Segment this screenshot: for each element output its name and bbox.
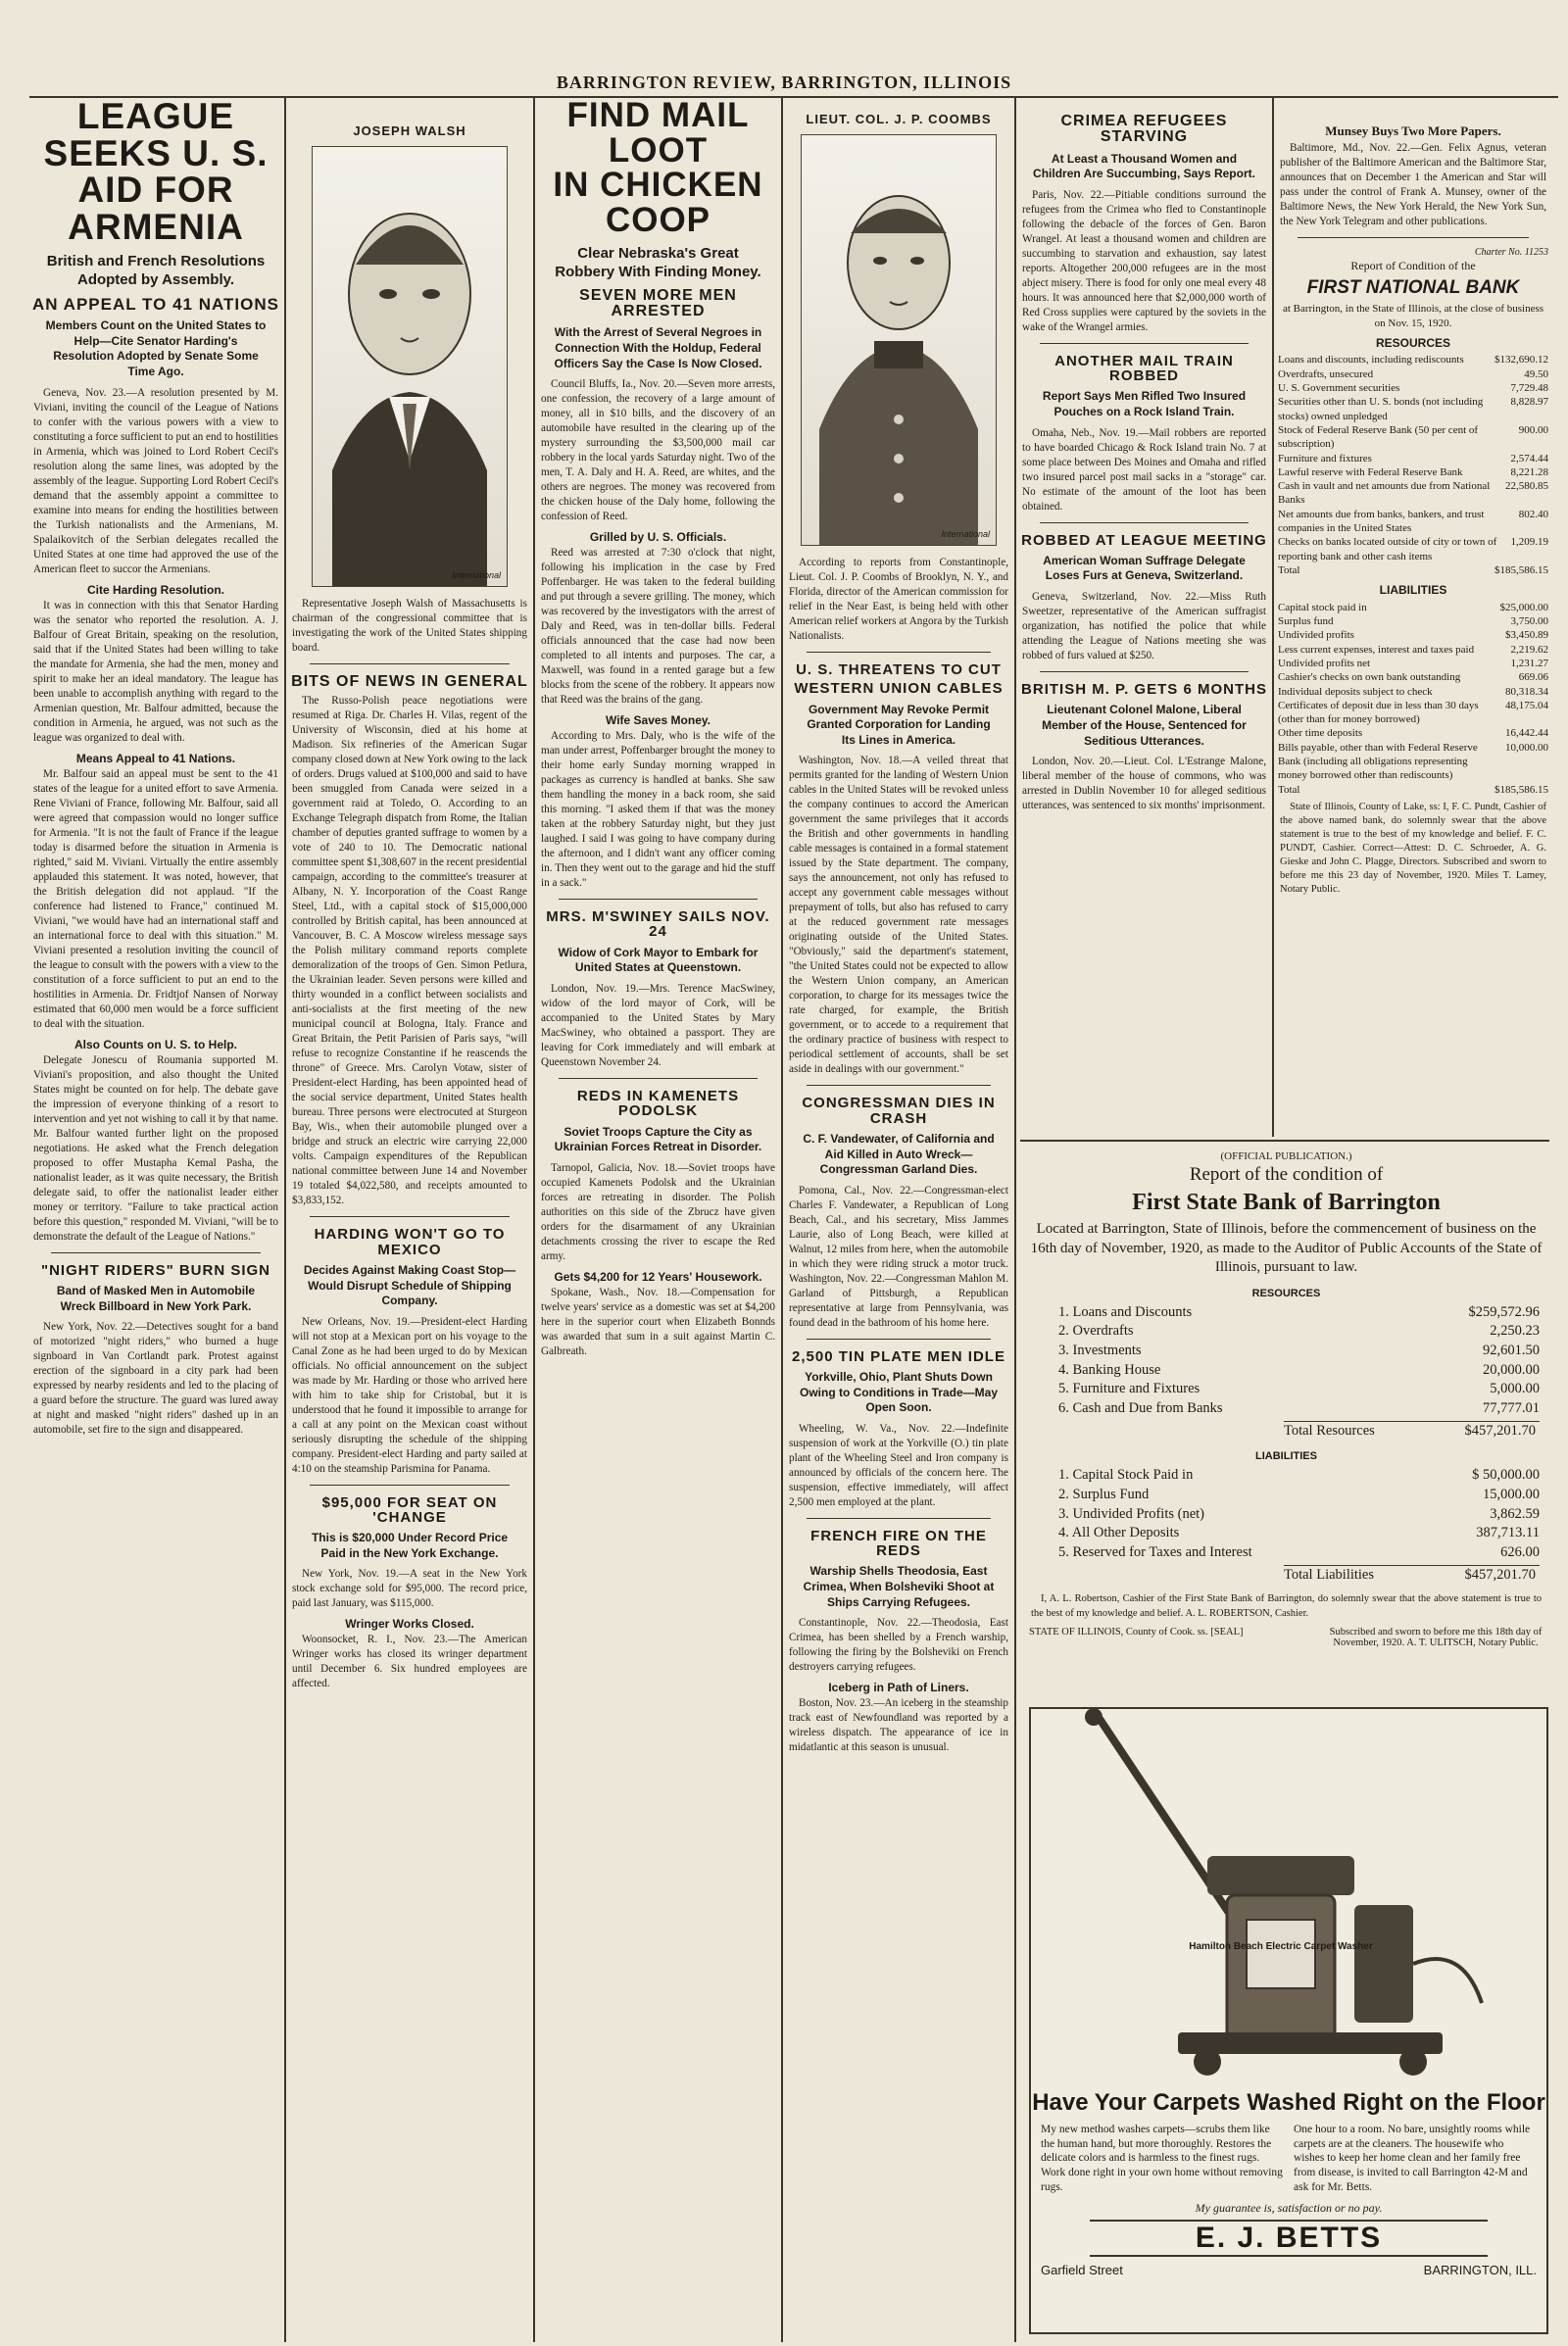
row-label: Certificates of deposit due in less than 30 days (other than for money borrowed) [1278, 699, 1479, 726]
row-value: 8,221.28 [1510, 465, 1548, 478]
row-label: Surplus fund [1278, 615, 1334, 628]
statement-row [1029, 1466, 1544, 1486]
statement-row [1029, 1303, 1544, 1323]
statement-row [1029, 1380, 1544, 1399]
report-of-condition: Report of Condition of the [1350, 259, 1476, 272]
row-value: 1,209.19 [1510, 536, 1548, 549]
row-label: Capital stock paid in [1278, 601, 1367, 613]
charter-number: Charter No. 11253 [1474, 247, 1548, 258]
deck-mcswiney: Widow of Cork Mayor to Embark for United States at Queenstown. [558, 945, 759, 975]
row-label: Individual deposits subject to check [1278, 685, 1433, 698]
row-value: 3,862.59 [1490, 1505, 1540, 1522]
headline-kamenets: REDS IN KAMENETS PODOLSK [576, 1087, 740, 1120]
headline-appeal: AN APPEAL TO 41 NATIONS [32, 294, 279, 314]
resources-heading: RESOURCES [1251, 1287, 1321, 1299]
headline-mail-train: ANOTHER MAIL TRAIN ROBBED [1054, 352, 1234, 385]
column-6 [1278, 98, 1548, 1137]
resources-list [1029, 1303, 1544, 1419]
statement-row [1029, 1543, 1544, 1563]
deck-league-meeting: American Woman Suffrage Delegate Loses Furs at Geneva, Switzerland. [1043, 553, 1246, 583]
first-state-bank-report [1029, 1147, 1544, 1695]
row-label: 2. Surplus Fund [1058, 1487, 1150, 1502]
headline-french-fire: FRENCH FIRE ON THE REDS [810, 1527, 987, 1560]
photo-credit: International [452, 570, 501, 580]
divider [1298, 237, 1529, 238]
article-text: Baltimore, Md., Nov. 22.—Gen. Felix Agnus, veteran publisher of the Baltimore American and the Baltimore Star, announces that on December 1 the American and Star will pass under the control of Frank A. Munsey, owner of the Baltimore News, the New York Herald, the New York Sun, the New York Telegram and other publications. [1280, 142, 1546, 227]
deck-league: British and French Resolutions Adopted by Assembly. [46, 252, 266, 289]
photo-text-walsh: Representative Joseph Walsh of Massachusetts is chairman of the congressional committee that is investigating the work of the United States shipping board. [292, 598, 527, 654]
official-publication: (OFFICIAL PUBLICATION.) [1220, 1150, 1352, 1162]
row-label: Other time deposits [1278, 727, 1363, 740]
state-bank-intro: Located at Barrington, State of Illinois, before the commencement of business on the 16th day of November, 1920, as made to the Auditor of Public Accounts of the State of Illinois, pursuant to law. [1030, 1221, 1543, 1275]
row-label: 2. Overdrafts [1058, 1323, 1134, 1340]
subhead: Iceberg in Path of Liners. [828, 1681, 969, 1695]
subhead: Means Appeal to 41 Nations. [75, 751, 236, 765]
divider [1040, 671, 1249, 672]
article-text: Council Bluffs, Ia., Nov. 20.—Seven more arrests, one confession, the recovery of a large amount of money, all in $10 bills, and the discovery of an automobile have resulted in the clearing up of the mystery surrounding the $3,500,000 mail car robbery in the local yards Saturday night. Two of the men, T. A. Daly and H. A. Reed, are whites, and the others are negroes. The money was recovered from the chicken house of the Daly home, following the confession of Reed. [541, 378, 775, 523]
subhead: Grilled by U. S. Officials. [589, 530, 727, 545]
deck-kamenets: Soviet Troops Capture the City as Ukrainian Forces Retreat in Disorder. [554, 1124, 762, 1154]
divider [807, 1339, 991, 1340]
article-text: Tarnopol, Galicia, Nov. 18.—Soviet troops have occupied Kamenets Podolsk and the Ukrainian forces are retreating in disorder. The Polish authorities on this side of the Zbrucz have given orders for the disarmament of any Ukrainian detachments crossing the river to escape the Red army. [541, 1161, 775, 1262]
statement-row [1278, 741, 1548, 783]
headline-western-union-line2: WESTERN UNION CABLES [794, 680, 1004, 698]
row-value: $185,586.15 [1494, 563, 1548, 576]
cashier-oath: I, A. L. Robertson, Cashier of the First State Bank of Barrington, do solemnly swear that the above statement is true to the best of my knowledge and belief. A. L. ROBERTSON, Cashier. [1031, 1593, 1542, 1619]
divider [559, 1078, 758, 1079]
deck-mail-train: Report Says Men Rifled Two Insured Pouches on a Rock Island Train. [1042, 389, 1247, 418]
row-value: 8,828.97 [1510, 396, 1548, 409]
statement-row [1278, 367, 1548, 381]
headline-bits-of-news: BITS OF NEWS IN GENERAL [291, 673, 528, 690]
row-label: Loans and discounts, including rediscounts [1278, 354, 1464, 367]
subhead: Also Counts on U. S. to Help. [74, 1037, 237, 1051]
row-value: $259,572.96 [1468, 1303, 1540, 1320]
statement-row [1029, 1361, 1544, 1381]
section-rule [1020, 1140, 1549, 1142]
row-value: 3,750.00 [1510, 615, 1548, 628]
total-liabilities-row [1284, 1565, 1540, 1586]
deck-congressman-crash: C. F. Vandewater, of California and Aid Killed in Auto Wreck—Congressman Garland Dies. [803, 1131, 995, 1177]
column-5 [1020, 98, 1268, 1137]
headline-crimea: CRIMEA REFUGEES STARVING [1060, 113, 1228, 146]
row-value: 387,713.11 [1476, 1525, 1540, 1541]
divider [1040, 522, 1249, 523]
row-value: $25,000.00 [1499, 601, 1548, 613]
article-text: New York, Nov. 22.—Detectives sought for a band of motorized "night riders," who burned a huge signboard in Van Cortlandt park. Protest against erection of the signboard in a city park had been expressed by nearby residents and led to the placing of a guard before the structure. The guard was lured away at night and masked "night riders" dashed up in an automobile, set fire to the sign and disappeared. [33, 1321, 278, 1437]
row-label: 1. Capital Stock Paid in [1058, 1467, 1194, 1484]
resources-list [1278, 353, 1548, 577]
statement-row [1278, 657, 1548, 670]
ad-town: BARRINGTON, ILL. [1423, 2263, 1537, 2278]
deck-tin-plate: Yorkville, Ohio, Plant Shuts Down Owing to Conditions in Trade—May Open Soon. [799, 1370, 998, 1415]
deck-crimea: At Least a Thousand Women and Children Are Succumbing, Says Report. [1033, 151, 1255, 181]
row-label: Total [1278, 563, 1300, 576]
statement-row [1278, 423, 1548, 452]
headline-mail-loot-line1: FIND MAIL LOOT [566, 98, 750, 170]
headline-league-line1: LEAGUE SEEKS U. S. [43, 98, 269, 173]
column-rule [533, 98, 535, 2342]
statement-row [1278, 479, 1548, 508]
column-1 [31, 98, 280, 2332]
statement-row [1029, 1524, 1544, 1543]
statement-row [1278, 783, 1548, 797]
article-text: Wheeling, W. Va., Nov. 22.—Indefinite suspension of work at the Yorkville (O.) tin plate plant of the Wheeling Steel and Iron company is announced by officials of the concern here. The suspension, effective immediately, will affect 2,500 men employed at the plant. [789, 1422, 1008, 1508]
subhead: Wringer Works Closed. [345, 1617, 474, 1632]
divider [807, 652, 991, 653]
statement-row [1278, 643, 1548, 657]
row-value: 16,442.44 [1505, 727, 1548, 740]
article-text: Constantinople, Nov. 22.—Theodosia, East Crimea, has been shelled by a French warship, following the firing by the Bolsheviki on French destroyers carrying refugees. [789, 1617, 1008, 1674]
divider [559, 899, 758, 900]
divider [51, 1252, 261, 1253]
row-label: Cashier's checks on own bank outstanding [1278, 671, 1461, 684]
column-2 [290, 98, 529, 2332]
row-label: 6. Cash and Due from Banks [1058, 1399, 1223, 1416]
row-value: 77,777.01 [1483, 1399, 1540, 1416]
ad-headline: Have Your Carpets Washed Right on the Floor [1032, 2089, 1545, 2116]
liabilities-heading: LIABILITIES [1255, 1450, 1317, 1463]
article-text: Omaha, Neb., Nov. 19.—Mail robbers are reported to have boarded Chicago & Rock Island train No. 7 at some place between Des Moines and Omaha and rifled two insured parcel post mail sacks in a "storage" car. No estimate of the amount of the loot has been obtained. [1022, 426, 1266, 513]
headline-munsey: Munsey Buys Two More Papers. [1325, 123, 1501, 138]
article-text: New Orleans, Nov. 19.—President-elect Harding will not stop at a Mexican port on his voyage to the Canal Zone as he had been urged to do by Mexican officials. No official announcement on the subject was made by Mr. Harding or those who arrived here with him to take ship for Cristobal, but it is understood that he found it impossible to arrange for a call at any point on the Mexican coast without seriously disrupting the schedule of the shipping company. President-elect Harding and party sailed at 4:10 on the steamship Parismina for Panama. [292, 1315, 527, 1475]
article-text: London, Nov. 19.—Mrs. Terence MacSwiney, widow of the lord mayor of Cork, will be accompanied to the United States by Mary MacSwiney, who obtained a passport. They are leaving for Cork immediately and will embark at Queenstown November 24. [541, 982, 775, 1068]
article-text: Pomona, Cal., Nov. 22.—Congressman-elect Charles F. Vandewater, a Republican of Long Beach, Cal., and his secretary, Miss Jammes Laurie, also of Long Beach, were killed at Walnut, 12 miles from here, when the automobile in which they were riding struck a motor truck. Washington, Nov. 22.—Congressman Mahlon M. Garland of Pittsburgh, a Republican representative at large from Pennsylvania, was found dead in the bathroom of his home here. [789, 1184, 1008, 1329]
total-resources-label: Total Resources [1284, 1422, 1375, 1439]
article-text: Delegate Jonescu of Roumania supported M. Viviani's proposition, and also thought the United States might be counted on for help. The debate gave the impression of everyone thinking of a resort to intervention and yet not wishing to call it by that name. Mr. Balfour wanted further light on the proposed negotiations. He asked what the French delegation proposed to offer Mustapha Kemal Pasha, the nationalist leader, as it was quite necessary, the British delegate said, to offer the nationalist leader either money or territory. "Failure to take practical action before this question," responded M. Viviani, "will be to demonstrate the default of the League of Nations." [33, 1053, 278, 1243]
first-national-bank-statement [1278, 246, 1548, 897]
row-value: 802.40 [1518, 508, 1548, 520]
bank-location: at Barrington, in the State of Illinois, at the close of business on Nov. 15, 1920. [1282, 303, 1544, 329]
headline-mail-loot-line2: IN CHICKEN COOP [553, 166, 763, 240]
row-label: 1. Loans and Discounts [1058, 1303, 1193, 1320]
row-value: 10,000.00 [1505, 741, 1548, 754]
row-label: Total [1278, 783, 1300, 796]
row-value: 92,601.50 [1483, 1342, 1540, 1358]
row-label: 3. Undivided Profits (net) [1058, 1505, 1205, 1522]
divider [1040, 343, 1249, 344]
row-value: $132,690.12 [1494, 354, 1548, 367]
divider [310, 663, 510, 664]
attestation: State of Illinois, County of Lake, ss: I, F. C. Pundt, Cashier of the above named bank, do solemnly swear that the above statement is true to the best of my knowledge and belief. F. C. PUNDT, Cashier. Correct—Attest: D. C. Schroeder, A. G. Gieske and John C. Plagge, Directors. Subscribed and sworn to before me this 23 day of November, 1920. Miles T. Lamey, Notary Public. [1280, 801, 1546, 896]
article-text: Boston, Nov. 23.—An iceberg in the steamship track east of Newfoundland was reported by a wireless dispatch. The appearance of ice in midatlantic at this season is unusual. [789, 1697, 1008, 1754]
article-text: Geneva, Nov. 23.—A resolution presented by M. Viviani, inviting the council of the League of Nations to confer with the various powers with a view to constituting a force sufficient to put an end to hostilities in Armenia, which was joined to Lord Robert Cecil's resolution along the same lines, was adopted by the assembly of the league. Supporting Lord Robert Cecil's demand that the assembly appoint a committee to examine into means for ending the hostilities between the Turkish nationalists and the Armenians, M. Spalaikovitch of the Serbian delegates recalled the United States at one time had approved the use of the American fleet to succor the Armenians. [33, 386, 278, 575]
row-value: 80,318.34 [1505, 685, 1548, 698]
deck-western-union: Government May Revoke Permit Granted Corporation for Landing Its Lines in America. [807, 702, 991, 747]
statement-row [1278, 508, 1548, 536]
headline-congressman-crash: CONGRESSMAN DIES IN CRASH [802, 1095, 996, 1127]
statement-row [1278, 628, 1548, 642]
row-label: Securities other than U. S. bonds (not including stocks) owned unpledged [1278, 396, 1484, 422]
deck-british-mp: Lieutenant Colonel Malone, Liberal Member of the House, Sentenced for Seditious Utterances. [1042, 703, 1247, 748]
total-liabilities-value: $457,201.70 [1464, 1566, 1536, 1583]
photo-caption-coombs: LIEUT. COL. J. P. COOMBS [806, 112, 992, 126]
statement-row [1029, 1486, 1544, 1505]
statement-row [1278, 452, 1548, 465]
headline-tin-plate: 2,500 TIN PLATE MEN IDLE [792, 1347, 1005, 1365]
deck-seven-arrested: With the Arrest of Several Negroes in Connection With the Holdup, Federal Officers Say the Case Is Now Closed. [554, 325, 762, 370]
article-text: Paris, Nov. 22.—Pitiable conditions surround the refugees from the Crimea who fled to Constantinople following the debacle of the forces of Gen. Baron Wrangel. At least a thousand women and children are succumbing to starvation and exhaustion, say latest reports. Altogether 200,000 refugees are in the most abject misery. There is food for only one meal every 48 hours. It was announced here that $2,000,000 worth of Red Cross supplies were captured by the soviets in the wake of the Wrangel armies. [1022, 188, 1266, 333]
state-bank-name: First State Bank of Barrington [1132, 1190, 1441, 1215]
row-value: 626.00 [1500, 1544, 1540, 1561]
row-label: Stock of Federal Reserve Bank (50 per cent of subscription) [1278, 423, 1479, 451]
column-rule [781, 98, 783, 2342]
row-value: 48,175.04 [1505, 699, 1548, 711]
row-label: Checks on banks located outside of city or town of reporting bank and other cash items [1278, 536, 1497, 562]
statement-row [1029, 1505, 1544, 1525]
deck-harding-mexico: Decides Against Making Coast Stop—Would Disrupt Schedule of Shipping Company. [303, 1262, 516, 1308]
statement-row [1278, 535, 1548, 563]
liabilities-list [1278, 601, 1548, 797]
row-label: Cash in vault and net amounts due from National Banks [1278, 480, 1491, 507]
liabilities-list [1029, 1466, 1544, 1562]
row-label: 5. Reserved for Taxes and Interest [1058, 1544, 1252, 1561]
column-rule [1272, 98, 1274, 1137]
row-label: Undivided profits [1278, 629, 1354, 642]
row-label: 5. Furniture and Fixtures [1058, 1381, 1200, 1397]
total-liabilities-label: Total Liabilities [1284, 1566, 1375, 1583]
liabilities-heading: LIABILITIES [1379, 583, 1447, 598]
statement-row [1029, 1322, 1544, 1342]
row-value: 2,574.44 [1510, 452, 1548, 464]
ad-copy-left: My new method washes carpets—scrubs them like the human hand, but more thoroughly. Restores the delicate colors and is harmless to the finest rugs. Work done right in your own home without removing rugs. [1041, 2123, 1283, 2194]
total-resources-row [1284, 1421, 1540, 1442]
divider [310, 1216, 510, 1217]
row-value: 7,729.48 [1510, 382, 1548, 395]
column-3 [539, 98, 777, 2332]
row-value: 15,000.00 [1483, 1487, 1540, 1502]
notary-sworn: Subscribed and sworn to before me this 18th day of November, 1920. A. T. ULITSCH, Notary Public. [1329, 1626, 1543, 1648]
row-label: Lawful reserve with Federal Reserve Bank [1278, 465, 1463, 478]
article-text: The Russo-Polish peace negotiations were resumed at Riga. Dr. Charles H. Vilas, regent of the University of Wisconsin, died at his home at Madison. Six refineries of the American Sugar company closed down at New York owing to the lack of orders. Drugs valued at $100,000 and said to have been smuggled from Canada were seized in a government raid at Toledo, O. According to an Exchange Telegraph dispatch from Rome, the Italian chamber of deputies granted suffrage to women by a vote of 240 to 10. The Democratic national committee spent $1,308,607 in the recent presidential campaign, according to the committee's treasurer at Albany, N. Y. Incorporation of the Coast Range Steel, Ltd., with a capital stock of $15,000,000 controlled by British capital, has been announced at Vancouver, B. C. A Moscow wireless message says the Polish military command reports complete demoralization of the troops of Gen. Simon Petlura, the Ukrainian leader. Seven persons were killed and thirty wounded in a conflict between socialists and anti-socialists at the first meeting of the new municipal council at Bologna, Italy. France and Great Britain, the Petit Parisien of Paris says, "will refuse to recognize Constantine if he reascends the throne" of Greece. Mrs. Carolyn Votaw, sister of President-elect Harding, has been appointed head of the social service department, United States health bureau. Three persons were electrocuted at Sturgeon Bay, Wis., when their automobile plunged over a bridge and struck an electric wire carrying 22,000 volts. Campaign expenditures of the Republican national committee between June 14 and November 19 totaled $4,022,580, and receipts amounted to $3,833,152. [292, 695, 527, 1207]
photo-caption-walsh: JOSEPH WALSH [353, 123, 466, 138]
article-text: Spokane, Wash., Nov. 18.—Compensation for twelve years' service as a domestic was set at $4,200 here in the superior court when Elizabeth Bonnds was awarded that sum in a suit against Martin C. Galbreath. [541, 1286, 775, 1357]
headline-night-riders: "NIGHT RIDERS" BURN SIGN [40, 1261, 271, 1279]
headline-mcswiney: MRS. M'SWINEY SAILS NOV. 24 [546, 908, 770, 941]
row-value: 669.06 [1518, 671, 1548, 684]
portrait-joseph-walsh [312, 146, 508, 587]
deck-seat-on-change: This is $20,000 Under Record Price Paid in the New York Exchange. [311, 1531, 509, 1560]
column-4 [787, 98, 1010, 2332]
row-label: U. S. Government securities [1278, 382, 1400, 395]
subhead: Gets $4,200 for 12 Years' Housework. [554, 1269, 762, 1284]
headline-league-meeting: ROBBED AT LEAGUE MEETING [1021, 531, 1267, 549]
column-rule [1014, 98, 1016, 2342]
headline-seat-on-change: $95,000 FOR SEAT ON 'CHANGE [321, 1493, 498, 1526]
deck-night-riders: Band of Masked Men in Automobile Wreck Billboard in New York Park. [56, 1283, 256, 1313]
statement-row [1278, 563, 1548, 577]
row-value: 900.00 [1518, 423, 1548, 436]
row-label: Overdrafts, unsecured [1278, 367, 1374, 380]
statement-row [1278, 381, 1548, 395]
deck-french-fire: Warship Shells Theodosia, East Crimea, When Bolsheviki Shoot at Ships Carrying Refugees. [803, 1564, 995, 1609]
row-value: $3,450.89 [1505, 629, 1548, 642]
headline-harding-mexico: HARDING WON'T GO TO MEXICO [314, 1226, 506, 1258]
row-label: Less current expenses, interest and taxes paid [1278, 643, 1475, 656]
carpet-washer-ad [1029, 1707, 1548, 2334]
row-label: 4. All Other Deposits [1058, 1525, 1180, 1541]
photo-credit: International [941, 529, 990, 539]
article-text: According to Mrs. Daly, who is the wife of the man under arrest, Poffenbarger brought the money to their home early Sunday morning wrapped in packages as currency is handled at banks. She saw them handling the money in a back room, she said this morning. "I asked them if that was the money taken at the robbery Saturday night, but they just laughed. I said I was going to have company during the afternoon, and I didn't want any officer coming in. Then they went out to the garage and hid the stuff in a sack." [541, 730, 775, 890]
row-value: $185,586.15 [1494, 783, 1548, 796]
portrait-coombs-icon [802, 135, 996, 545]
row-value: 49.50 [1524, 367, 1548, 380]
article-text: Geneva, Switzerland, Nov. 22.—Miss Ruth Sweetzer, representative of the American suffragist organization, has notified the police that while attending the League of Nations meeting she was robbed of furs valued at $250. [1022, 591, 1266, 662]
statement-row [1278, 465, 1548, 479]
row-label: Furniture and fixtures [1278, 452, 1372, 464]
deck-mail-loot: Clear Nebraska's Great Robbery With Finding Money. [555, 244, 761, 281]
deck-appeal: Members Count on the United States to Help—Cite Senator Harding's Resolution Adopted by Senate Some Time Ago. [45, 318, 267, 379]
article-text: Reed was arrested at 7:30 o'clock that night, following his implication in the case by Fred Poffenbarger. He was taken to the federal building and put through a severe grilling. The money, which was recovered by the investigators with the arrest of Daly and Reed, was in ten-dollar bills. Federal officials announced that the case had now been completed to all intents and purposes. The car, a Maxwell, was found in a rented garage but a few blocks from the scene of the robbery. It appears now that Reed was the brains of the gang. [541, 547, 775, 707]
article-text: Woonsocket, R. I., Nov. 23.—The American Wringer works has closed its wringer department until December 6. Six hundred employees are affected. [292, 1634, 527, 1690]
article-text: Mr. Balfour said an appeal must be sent to the 41 states of the league for a united effort to save Armenia. Rene Viviani of France, following Mr. Balfour, said all were agreed that compassion would no longer suffice for Armenia. "It is not the fault of France if the league today is disarmed before the situation in Armenia is righted," said M. Viviani. Virtually the entire assembly applauded this statement. It was noted, however, that the British delegation did not applaud. "If the conference had listened to France," continued M. Viviani, "we would have had an international staff and an international force to deal with this situation." M. Viviani presented a resolution inviting the council of the league to consult with the powers with a view to the constitution of a force sufficient to put an end to the hostilities in Armenia. Dr. Fridtjof Nansen of Norway estimated that 60,000 men would be a force sufficient to deal with the situation. [33, 767, 278, 1030]
statement-row [1278, 685, 1548, 699]
article-text: London, Nov. 20.—Lieut. Col. L'Estrange Malone, liberal member of the house of commons, who was arrested in Dublin November 10 for alleged seditious utterances, was sentenced to six months' imprisonment. [1022, 756, 1266, 812]
portrait-coombs [801, 134, 997, 546]
ad-guarantee: My guarantee is, satisfaction or no pay. [1195, 2201, 1383, 2216]
total-resources-value: $457,201.70 [1464, 1422, 1536, 1439]
row-label: Net amounts due from banks, bankers, and trust companies in the United States [1278, 508, 1485, 535]
article-text: It was in connection with this that Senator Harding was the senator who reported the resolution. A. J. Balfour of Great Britain, speaking on the resolution, said that if the United States had been willing to take the mandate for Armenia, she had the men, money and spirit to make her an ideal mandatory. The league has been unable to accomplish anything with regard to the Armenian question, Mr. Balfour admitted, because the condition in Armenia, he argued, was not such as the league was organized to deal with. [33, 599, 278, 744]
headline-british-mp: BRITISH M. P. GETS 6 MONTHS [1021, 681, 1267, 699]
row-value: 1,231.27 [1510, 658, 1548, 669]
statement-row [1278, 601, 1548, 614]
subhead: Wife Saves Money. [605, 713, 711, 728]
carpet-washer-icon [1031, 1709, 1546, 2081]
ad-brand-betts: E. J. BETTS [1090, 2220, 1488, 2257]
divider [310, 1485, 510, 1486]
photo-text-coombs: According to reports from Constantinople, Lieut. Col. J. P. Coombs of Brooklyn, N. Y., and Florida, director of the American commission for relief in the Near East, is being held with other American relief workers at Angora by the Turkish Nationalists. [789, 557, 1008, 642]
statement-row [1278, 395, 1548, 423]
running-head: BARRINGTON REVIEW, BARRINGTON, ILLINOIS [556, 73, 1012, 92]
row-value: 2,219.62 [1510, 643, 1548, 656]
statement-row [1278, 353, 1548, 367]
row-value: 5,000.00 [1490, 1381, 1540, 1397]
headline-league-line2: AID FOR ARMENIA [68, 170, 244, 248]
row-value: $ 50,000.00 [1472, 1467, 1540, 1484]
divider [807, 1085, 991, 1086]
sweeper-label: Hamilton Beach Electric Carpet Washer [1189, 1941, 1373, 1952]
article-text: Washington, Nov. 18.—A veiled threat that permits granted for the landing of Western Union cables in the United States will be revoked unless the company continues to accord the American government the same privileges that it accords the British and other governments in handling cable messages is contained in a formal statement issued by the State department. The company, says the announcement, not only has refused to accept any government cable messages without prepayment of tolls, but also has refused to carry at the reduced government rate messages originating outside of the United States. "Obviously," said the department's statement, "the United States could not be expected to allow the Western Union company, an American corporation, to charge for its messages twice the rate charged, for example, the British government, or to accede to a requirement that the ordinary practice of business with respect to periodical settlement of accounts, shall be set aside in dealings with our government." [789, 755, 1008, 1076]
statement-row [1278, 670, 1548, 684]
column-rule [284, 98, 286, 2342]
ad-copy-right: One hour to a room. No bare, unsightly rooms while carpets are at the cleaners. The housewife who wishes to keep her home clean and her family free from disease, is invited to call Barrington 42-M and ask for Mr. Betts. [1294, 2123, 1531, 2194]
portrait-walsh-icon [313, 147, 507, 586]
row-label: Bills payable, other than with Federal Reserve Bank (including all obligations representing money borrowed other than rediscounts) [1278, 741, 1478, 782]
resources-heading: RESOURCES [1375, 335, 1450, 350]
headline-western-union-line1: U. S. THREATENS TO CUT [796, 661, 1002, 678]
state-of-illinois: STATE OF ILLINOIS, County of Cook. ss. [SEAL] [1029, 1626, 1244, 1637]
article-text: New York, Nov. 19.—A seat in the New York stock exchange sold for $95,000. The record price, paid last January, was $115,000. [292, 1568, 527, 1610]
row-label: Undivided profits net [1278, 658, 1371, 669]
statement-row [1278, 726, 1548, 740]
first-national-bank-name: FIRST NATIONAL BANK [1306, 276, 1520, 298]
row-label: 4. Banking House [1058, 1361, 1161, 1378]
statement-row [1278, 614, 1548, 628]
statement-row [1029, 1399, 1544, 1419]
row-value: 22,580.85 [1505, 480, 1548, 493]
headline-seven-arrested: SEVEN MORE MEN ARRESTED [579, 286, 737, 320]
ad-street: Garfield Street [1041, 2263, 1123, 2278]
row-label: 3. Investments [1058, 1342, 1142, 1358]
report-title: Report of the condition of [1189, 1164, 1384, 1185]
statement-row [1029, 1342, 1544, 1361]
divider [807, 1518, 991, 1519]
row-value: 2,250.23 [1490, 1323, 1540, 1340]
row-value: 20,000.00 [1483, 1361, 1540, 1378]
statement-row [1278, 699, 1548, 727]
subhead: Cite Harding Resolution. [86, 582, 224, 597]
